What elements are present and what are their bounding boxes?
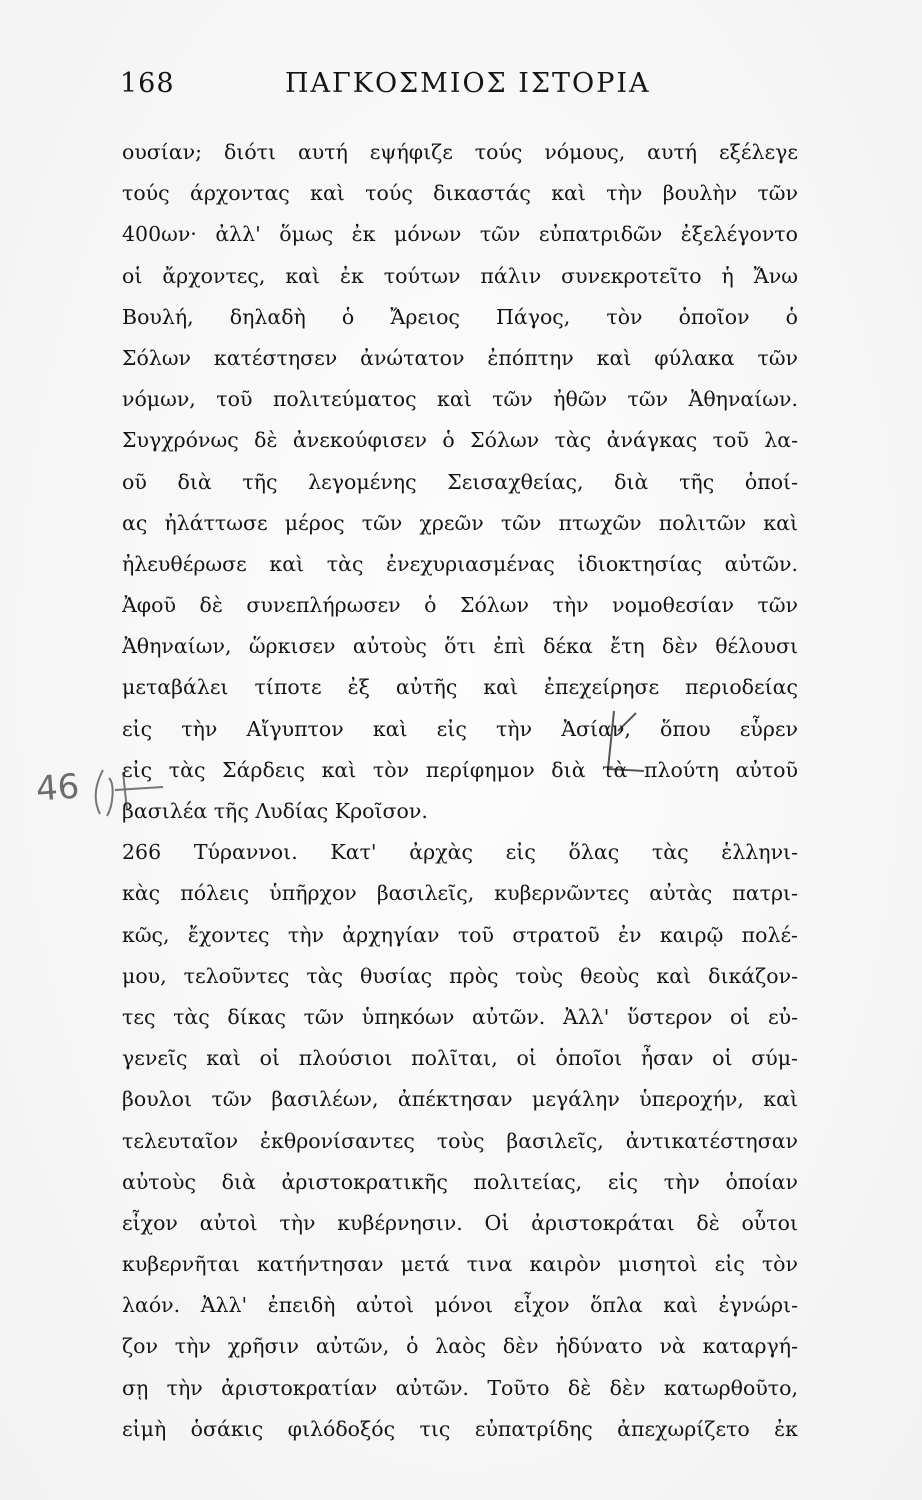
text-line: κυβερνῆται κατήντησαν μετά τινα καιρὸν μισητοὶ εἰς τὸν xyxy=(122,1252,798,1277)
text-line: κῶς, ἔχοντες τὴν ἀρχηγίαν τοῦ στρατοῦ ἐν καιρῷ πολέ- xyxy=(122,922,798,947)
text-line: τες τὰς δίκας τῶν ὑπηκόων αὐτῶν. Ἀλλ' ὕστερον οἱ εὐ- xyxy=(122,1004,798,1029)
text-line: τούς άρχοντας καὶ τούς δικαστάς καὶ τὴν βουλὴν τῶν xyxy=(122,181,798,206)
text-line: λαόν. Ἀλλ' ἐπειδὴ αὐτοὶ μόνοι εἶχον ὅπλα καὶ ἐγνώρι- xyxy=(122,1293,798,1318)
text-line: εἰς τὰς Σάρδεις καὶ τὸν περίφημον διὰ τὰ πλούτη αὐτοῦ xyxy=(122,757,798,782)
text-line: αὐτοὺς διὰ ἀριστοκρατικῆς πολιτείας, εἰς τὴν ὁποίαν xyxy=(122,1169,798,1194)
text-line: εἰς τὴν Αἴγυπτον καὶ εἰς τὴν Ἀσίαν, ὅπου εὗρεν xyxy=(122,716,798,741)
text-line: βασιλέα τῆς Λυδίας Κροῖσον. xyxy=(122,799,428,823)
text-line: Βουλή, δηλαδὴ ὁ Ἄρειος Πάγος, τὸν ὁποῖον ὁ xyxy=(122,304,798,329)
text-line: 400ων· ἀλλ' ὅμως ἐκ μόνων τῶν εὐπατριδῶν ἐξελέγοντο xyxy=(122,222,798,247)
text-line: ζον τὴν χρῆσιν αὐτῶν, ὁ λαὸς δὲν ἠδύνατο νὰ καταργή- xyxy=(122,1334,798,1359)
text-line: εἶχον αὐτοὶ τὴν κυβέρνησιν. Οἱ ἀριστοκράται δὲ οὗτοι xyxy=(122,1210,798,1235)
text-line: οῦ διὰ τῆς λεγομένης Σεισαχθείας, διὰ τῆς ὁποί- xyxy=(122,469,798,494)
text-line: Ἀθηναίων, ὥρκισεν αὐτοὺς ὅτι ἐπὶ δέκα ἔτη δὲν θέλουσι xyxy=(122,634,798,659)
text-line: σῃ τὴν ἀριστοκρατίαν αὐτῶν. Τοῦτο δὲ δὲν κατωρθοῦτο, xyxy=(122,1375,798,1400)
text-line: μεταβάλει τίποτε ἐξ αὐτῆς καὶ ἐπεχείρησε περιοδείας xyxy=(122,675,798,700)
page-number: 168 xyxy=(120,68,175,99)
handwritten-margin-note: 46 xyxy=(34,766,81,810)
text-line: ουσίαν; διότι αυτή εψήφιζε τούς νόμους, αυτή εξέλεγε xyxy=(122,140,798,164)
text-line: Σόλων κατέστησεν ἀνώτατον ἐπόπτην καὶ φύλακα τῶν xyxy=(122,345,798,370)
page-body xyxy=(122,132,798,1450)
text-line: τελευταῖον ἐκθρονίσαντες τοὺς βασιλεῖς, ἀντικατέστησαν xyxy=(122,1128,798,1153)
running-title: ΠΑΓΚΟΣΜΙΟΣ ΙΣΤΟΡΙΑ xyxy=(285,68,651,99)
page-header xyxy=(120,68,800,108)
text-line: ἠλευθέρωσε καὶ τὰς ἐνεχυριασμένας ἰδιοκτησίας αὐτῶν. xyxy=(122,551,798,576)
text-line: εἰμὴ ὁσάκις φιλόδοξός τις εὐπατρίδης ἀπεχωρίζετο ἐκ xyxy=(122,1416,798,1441)
text-line: Συγχρόνως δὲ ἀνεκούφισεν ὁ Σόλων τὰς ἀνάγκας τοῦ λα- xyxy=(122,428,798,453)
text-line: Ἀφοῦ δὲ συνεπλήρωσεν ὁ Σόλων τὴν νομοθεσίαν τῶν xyxy=(122,593,798,618)
text-line: γενεῖς καὶ οἱ πλούσιοι πολῖται, οἱ ὁποῖοι ἦσαν οἱ σύμ- xyxy=(122,1046,798,1071)
text-line: βουλοι τῶν βασιλέων, ἀπέκτησαν μεγάλην ὑπεροχήν, καὶ xyxy=(122,1087,798,1112)
section-heading-line: 266 Τύραννοι. Κατ' ἀρχὰς εἰς ὅλας τὰς ἑλληνι- xyxy=(122,840,798,865)
text-line: οἱ ἄρχοντες, καὶ ἐκ τούτων πάλιν συνεκροτεῖτο ἡ Ἄνω xyxy=(122,263,798,288)
text-line: μου, τελοῦντες τὰς θυσίας πρὸς τοὺς θεοὺς καὶ δικάζον- xyxy=(122,963,798,988)
text-line: ας ἠλάττωσε μέρος τῶν χρεῶν τῶν πτωχῶν πολιτῶν καὶ xyxy=(122,510,798,535)
text-line: κὰς πόλεις ὑπῆρχον βασιλεῖς, κυβερνῶντες αὐτὰς πατρι- xyxy=(122,881,798,906)
text-line: νόμων, τοῦ πολιτεύματος καὶ τῶν ἠθῶν τῶν Ἀθηναίων. xyxy=(122,387,798,412)
